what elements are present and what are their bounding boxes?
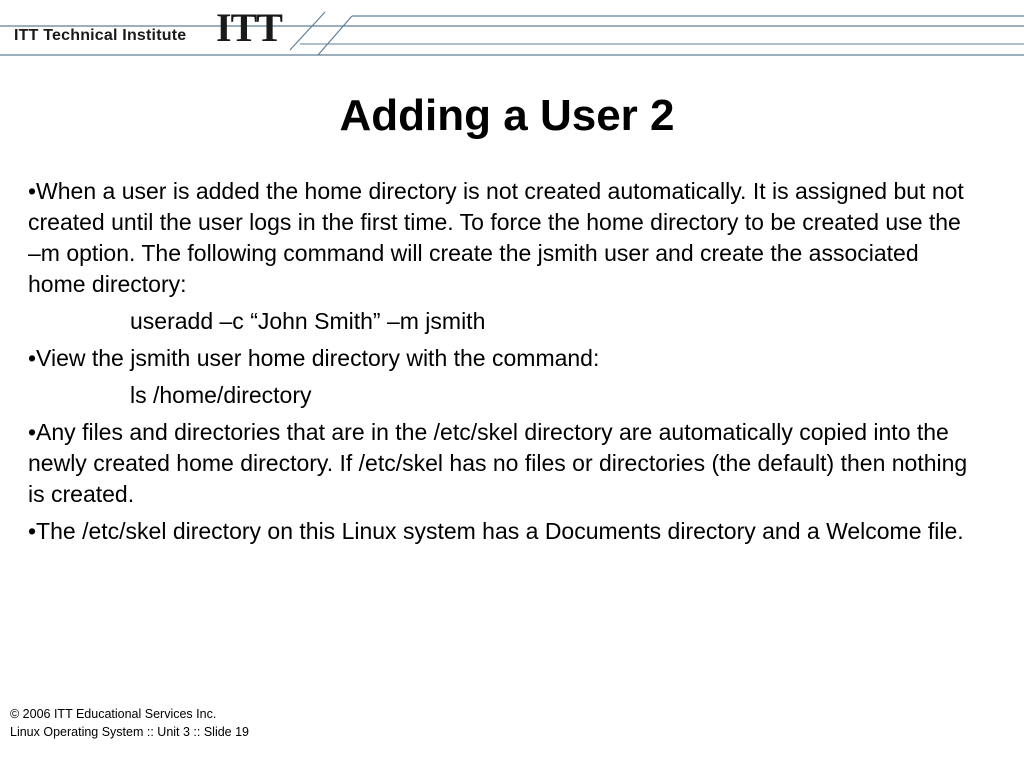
footer [10, 705, 249, 741]
bullet-skel-contents: •The /etc/skel directory on this Linux system has a Documents directory and a Welcome file. [28, 518, 964, 544]
footer-copyright: © 2006 ITT Educational Services Inc. [10, 707, 217, 721]
header-banner [0, 0, 1024, 62]
bullet-view-directory: •View the jsmith user home directory with the command: [28, 345, 600, 371]
command-useradd: useradd –c “John Smith” –m jsmith [130, 308, 486, 334]
bullet-home-directory: •When a user is added the home directory is not created automatically. It is assigned but not created until the user logs in the first time. To force the home directory to be created use the –m option. The following command will create the jsmith user and create the associated home directory: [28, 178, 964, 297]
slide-content [28, 176, 978, 553]
itt-logo: ITT [216, 5, 282, 50]
bullet-etc-skel: •Any files and directories that are in the /etc/skel directory are automatically copied into the newly created home directory. If /etc/skel has no files or directories (the default) then nothing is created. [28, 419, 968, 507]
brand-name: ITT Technical Institute [14, 27, 187, 44]
command-ls: ls /home/directory [130, 382, 312, 408]
footer-course-info: Linux Operating System :: Unit 3 :: Slide 19 [10, 725, 250, 739]
slide-title: Adding a User 2 [339, 91, 675, 140]
